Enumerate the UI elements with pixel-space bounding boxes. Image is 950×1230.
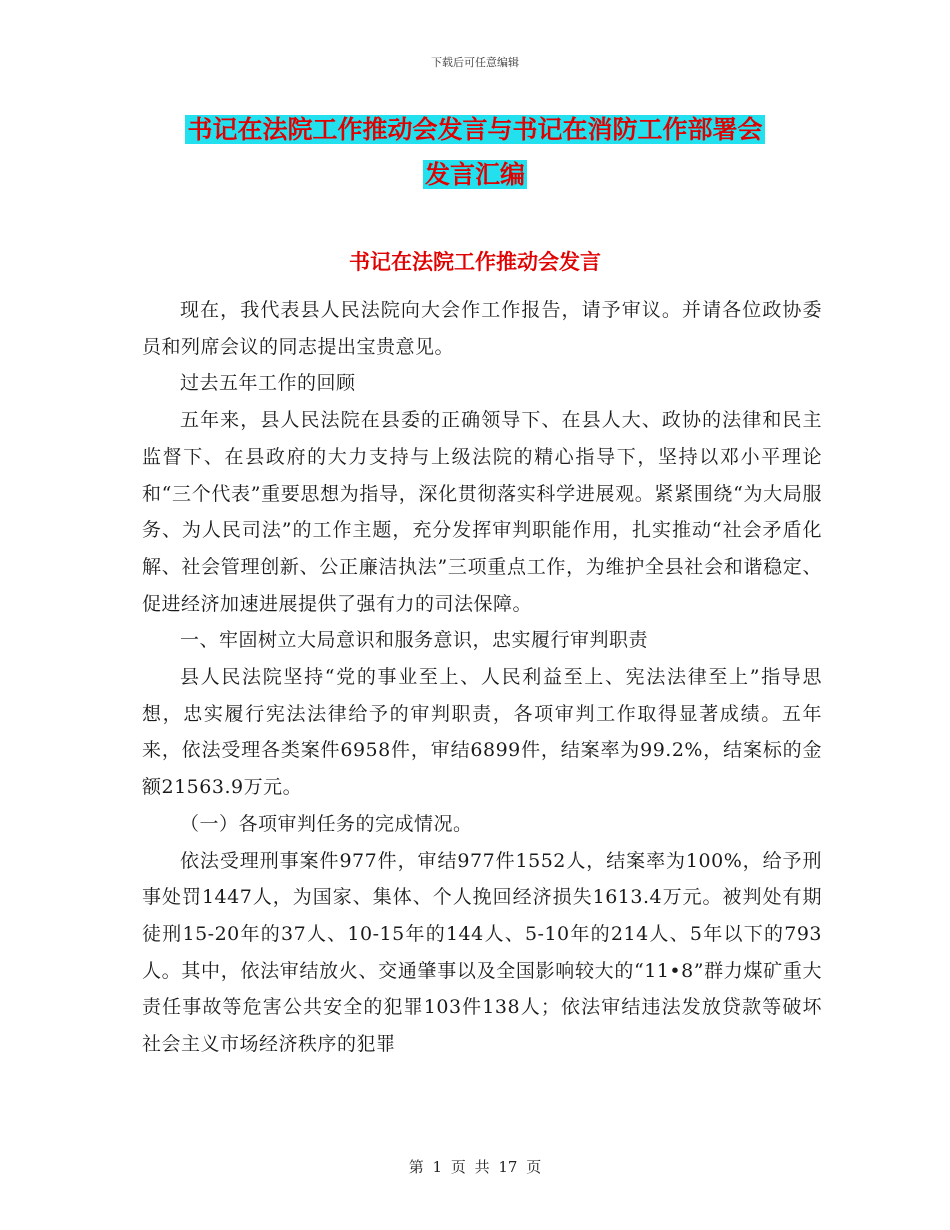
document-title-text-1: 书记在法院工作推动会发言与书记在消防工作部署会 xyxy=(187,115,763,144)
section-title: 书记在法院工作推动会发言 xyxy=(349,250,601,274)
paragraph-subheading-one: （一）各项审判任务的完成情况。 xyxy=(180,812,473,835)
paragraph-heading-review: 过去五年工作的回顾 xyxy=(180,372,356,395)
document-title-text-2: 发言汇编 xyxy=(424,160,525,189)
paragraph-criminal-cases: 依法受理刑事案件977件，审结977件1552人，结案率为100%，给予刑事处罚1447人，为国家、集体、个人挽回经济损失1613.4万元。被判处有期徒刑15-20年的37人、10-15年的144人、5-10年的214人、5年以下的793人。其中，依法审结放火、交通肇事以及全国影响较大的“11•8”群力煤矿重大责任事故等危害公共安全的犯罪103件138人；依法审结违法发放贷款等破坏社会主义市场经济秩序的犯罪 xyxy=(142,849,822,1056)
paragraph-court-duties: 县人民法院坚持“党的事业至上、人民利益至上、宪法法律至上”指导思想，忠实履行宪法法律给予的审判职责，各项审判工作取得显著成绩。五年来，依法受理各类案件6958件，审结6899件，结案率为99.2%，结案标的金额21563.9万元。 xyxy=(142,666,822,799)
page-number-footer: 第 1 页 共 17 页 xyxy=(408,1158,542,1176)
paragraph-intro: 现在，我代表县人民法院向大会作工作报告，请予审议。并请各位政协委员和列席会议的同志提出宝贵意见。 xyxy=(142,299,822,358)
document-body xyxy=(142,292,822,1063)
paragraph-heading-one: 一、牢固树立大局意识和服务意识，忠实履行审判职责 xyxy=(180,629,649,652)
document-title-line-1 xyxy=(0,110,950,150)
paragraph-five-years: 五年来，县人民法院在县委的正确领导下、在县人大、政协的法律和民主监督下、在县政府的大力支持与上级法院的精心指导下，坚持以邓小平理论和“三个代表”重要思想为指导，深化贯彻落实科学进展观。紧紧围绕“为大局服务、为人民司法”的工作主题，充分发挥审判职能作用，扎实推动“社会矛盾化解、社会管理创新、公正廉洁执法”三项重点工作，为维护全县社会和谐稳定、促进经济加速进展提供了强有力的司法保障。 xyxy=(142,409,822,615)
document-title-line-2 xyxy=(0,155,950,195)
page-header-note: 下载后可任意编辑 xyxy=(431,56,519,69)
